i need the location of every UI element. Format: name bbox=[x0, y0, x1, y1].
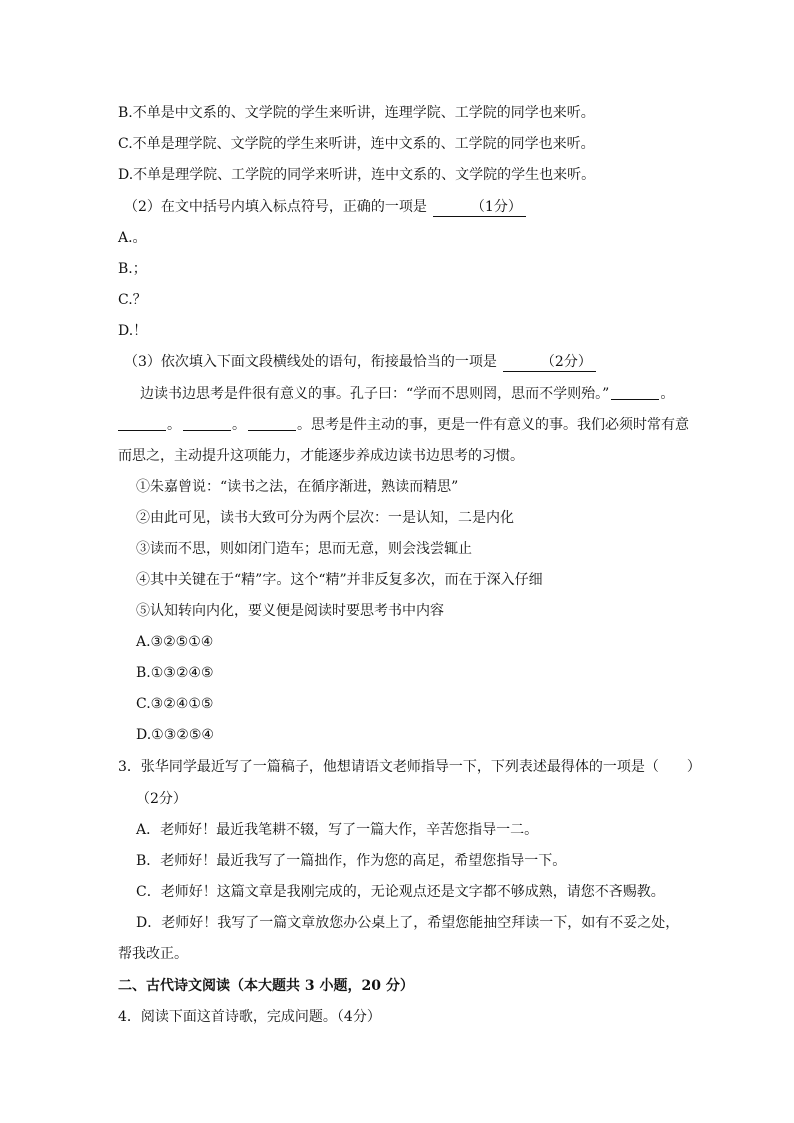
option-d: D.不单是理学院、工学院的同学来听讲，连中文系的、文学院的学生也来听。 bbox=[118, 167, 596, 183]
passage-text: 边读书边思考是件很有意义的事。孔子曰：“学而不思则罔，思而不学则殆。” bbox=[140, 386, 610, 402]
question-5-stem: 4．阅读下面这首诗歌，完成问题。（4分） bbox=[118, 1009, 381, 1025]
passage-punct: 。 bbox=[232, 417, 246, 433]
sentence-3: ③读而不思，则如闭门造车；思而无意，则会浅尝辄止 bbox=[136, 541, 472, 557]
option-c: C．老师好！这篇文章是我刚完成的，无论观点还是文字都不够成熟，请您不吝赐教。 bbox=[136, 884, 665, 900]
sentence-4: ④其中关键在于“精”字。这个“精”并非反复多次，而在于深入仔细 bbox=[136, 572, 543, 588]
question-3-stem bbox=[124, 352, 684, 372]
option-a: A．老师好！最近我笔耕不辍，写了一篇大作，辛苦您指导一二。 bbox=[136, 822, 539, 838]
passage-line-3: 而思之，主动提升这项能力，才能逐步养成边读书边思考的习惯。 bbox=[118, 448, 524, 464]
section-heading: 二、古代诗文阅读（本大题共 3 小题，20 分） bbox=[118, 978, 414, 994]
question-2-stem bbox=[124, 197, 684, 217]
option-a: A.③②⑤①④ bbox=[136, 634, 214, 650]
option-d: D．老师好！我写了一篇文章放您办公桌上了，希望您能抽空拜读一下，如有不妥之处， bbox=[136, 915, 680, 931]
fill-blank bbox=[248, 416, 296, 431]
option-c: C.？ bbox=[118, 292, 147, 308]
passage-line-1 bbox=[140, 384, 700, 404]
question-2-score: （1分） bbox=[433, 199, 526, 217]
passage-text: 。思考是件主动的事，更是一件有意义的事。我们必须时常有意 bbox=[297, 417, 689, 433]
question-2-text: （2）在文中括号内填入标点符号，正确的一项是 bbox=[124, 199, 427, 215]
option-a: A.。 bbox=[118, 230, 147, 246]
passage-line-2 bbox=[118, 415, 689, 435]
question-4-stem: 3．张华同学最近写了一篇稿子，他想请语文老师指导一下，下列表述最得体的一项是（ ） bbox=[118, 759, 701, 775]
option-b: B.； bbox=[118, 261, 147, 277]
option-c: C.③②④①⑤ bbox=[136, 696, 214, 712]
option-d: D.！ bbox=[118, 323, 148, 339]
sentence-2: ②由此可见，读书大致可分为两个层次：一是认知，二是内化 bbox=[136, 510, 514, 526]
passage-punct: 。 bbox=[167, 417, 181, 433]
passage-punct: 。 bbox=[660, 386, 675, 402]
option-c: C.不单是理学院、文学院的学生来听讲，连中文系的、工学院的同学也来听。 bbox=[118, 136, 595, 152]
option-d: D.①③②⑤④ bbox=[136, 727, 214, 743]
option-b: B．老师好！最近我写了一篇拙作，作为您的高足，希望您指导一下。 bbox=[136, 853, 567, 869]
question-3-score: （2分） bbox=[503, 354, 596, 372]
option-b: B.不单是中文系的、文学院的学生来听讲，连理学院、工学院的同学也来听。 bbox=[118, 105, 595, 121]
sentence-5: ⑤认知转向内化，要义便是阅读时要思考书中内容 bbox=[136, 603, 444, 619]
fill-blank bbox=[611, 385, 659, 400]
option-d-continued: 帮我改正。 bbox=[118, 946, 188, 962]
question-3-text: （3）依次填入下面文段横线处的语句，衔接最恰当的一项是 bbox=[124, 354, 497, 370]
question-4-score: （2分） bbox=[136, 791, 187, 807]
option-b: B.①③②④⑤ bbox=[136, 665, 214, 681]
sentence-1: ①朱嘉曾说：“读书之法，在循序渐进，熟读而精思” bbox=[136, 479, 459, 495]
fill-blank bbox=[118, 416, 166, 431]
fill-blank bbox=[183, 416, 231, 431]
